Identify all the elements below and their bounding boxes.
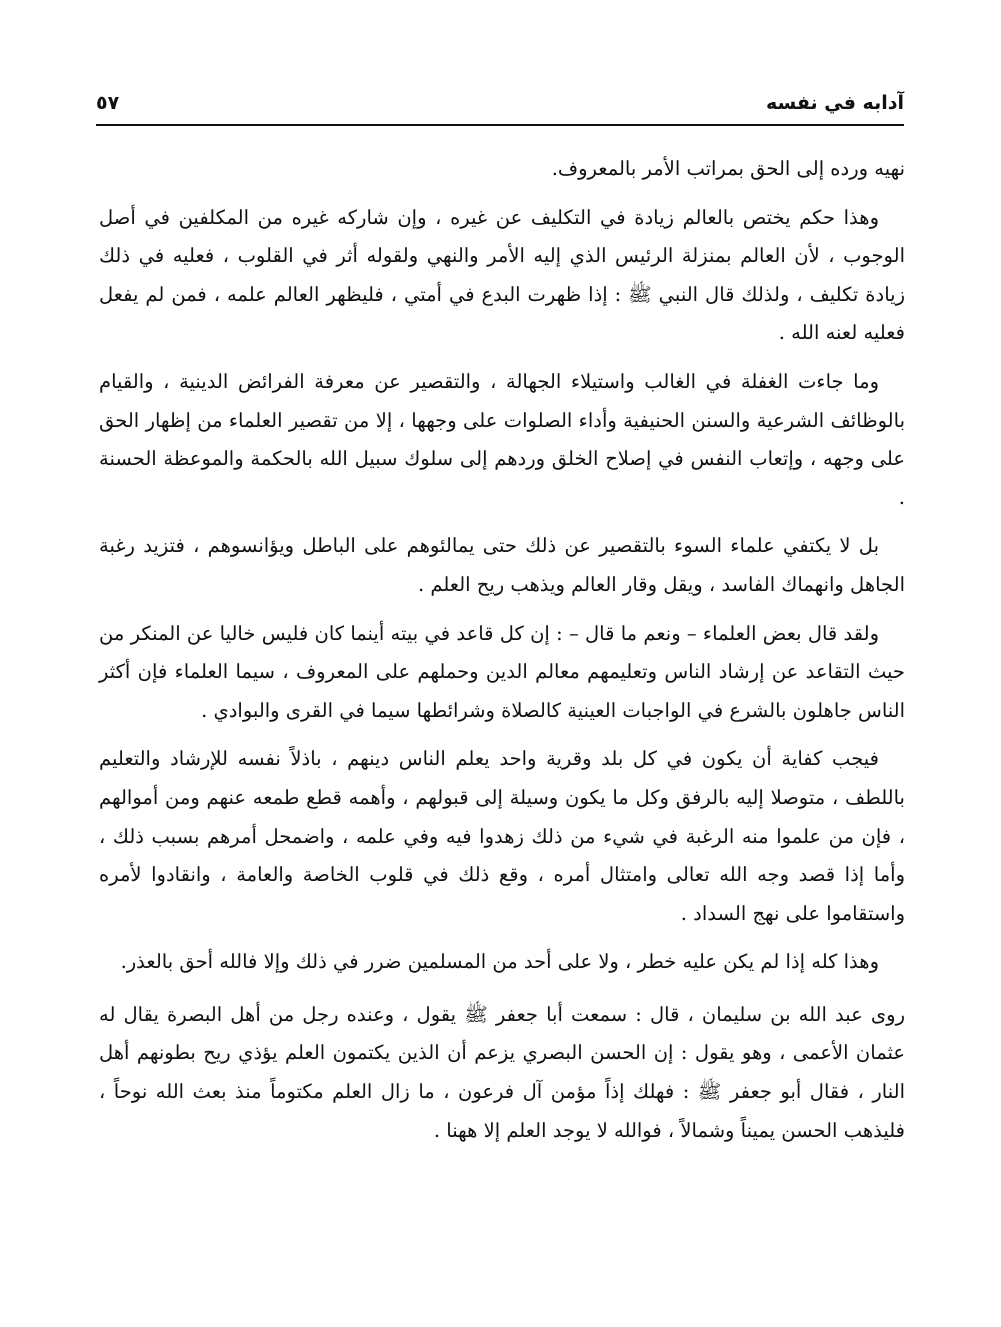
paragraph-2: وهذا حكم يختص بالعالم زيادة في التكليف عن غيره ، وإن شاركه غيره من المكلفين في أصل الوجوب ، لأن العالم بمنزلة الرئيس الذي إليه الأمر والنهي ولقوله أثر في القلوب ، فعليه في ذلك زيادة تكليف ، ولذلك قال النبي ﷺ : إذا ظهرت البدع في أمتي ، فليظهر العالم علمه ، فمن لم يفعل فعليه لعنه الله . <box>99 205 905 345</box>
paragraph-7: وهذا كله إذا لم يكن عليه خطر ، ولا على أحد من المسلمين ضرر في ذلك وإلا فالله أحق بالعذر. <box>120 950 879 974</box>
running-title: آدابه في نفسه <box>766 92 904 114</box>
body-text <box>99 150 905 1160</box>
paragraph-6: فيجب كفاية أن يكون في كل بلد وقرية واحد يعلم الناس دينهم ، باذلاً نفسه للإرشاد والتعليم باللطف ، متوصلا إليه بالرفق وكل ما يكون وسيلة إلى قبولهم ، وأهمه قطع طمعه عنهم ومن أموالهم ، فإن من علموا منه الرغبة في شيء من ذلك زهدوا فيه وفي علمه ، واضمحل أمرهم بسبب ذلك ، وأما إذا قصد وجه الله تعالى وامتثال أمره ، وقع ذلك في قلوب الخاصة والعامة ، وانقادوا لأمره واستقاموا على نهج السداد . <box>99 747 905 925</box>
page-number: ٥٧ <box>96 92 120 114</box>
paragraph-3: وما جاءت الغفلة في الغالب واستيلاء الجهالة ، والتقصير عن معرفة الفرائض الدينية ، والقيام بالوظائف الشرعية والسنن الحنيفية وأداء الصلوات على وجهها ، إلا من تقصير العلماء من إظهار الحق على وجهه ، وإتعاب النفس في إصلاح الخلق وردهم إلى سلوك سبيل الله بالحكمة والموعظة الحسنة . <box>99 369 905 509</box>
page-header <box>96 88 904 126</box>
paragraph-5: ولقد قال بعض العلماء – ونعم ما قال – : إن كل قاعد في بيته أينما كان فليس خاليا عن المنكر من حيث التقاعد عن إرشاد الناس وتعليمهم معالم الدين وحملهم على المعروف ، سيما العلماء فإن أكثر الناس جاهلون بالشرع في الواجبات العينية كالصلاة وشرائطها سيما في القرى والبوادي . <box>99 621 905 722</box>
paragraph-4: بل لا يكتفي علماء السوء بالتقصير عن ذلك حتى يمالئوهم على الباطل ويؤانسوهم ، فتزيد رغبة الجاهل وانهماك الفاسد ، ويقل وقار العالم ويذهب ريح العلم . <box>99 534 905 596</box>
paragraph-1: نهيه ورده إلى الحق بمراتب الأمر بالمعروف. <box>551 157 905 180</box>
paragraph-8: روى عبد الله بن سليمان ، قال : سمعت أبا جعفر ﷺ يقول ، وعنده رجل من أهل البصرة يقال له عثمان الأعمى ، وهو يقول : إن الحسن البصري يزعم أن الذين يكتمون العلم يؤذي ريح بطونهم أهل النار ، فقال أبو جعفر ﷺ : فهلك إذاً مؤمن آل فرعون ، ما زال العلم مكتوماً منذ بعث الله نوحاً ، فليذهب الحسن يميناً وشمالاً ، فوالله لا يوجد العلم إلا ههنا . <box>99 1002 905 1142</box>
